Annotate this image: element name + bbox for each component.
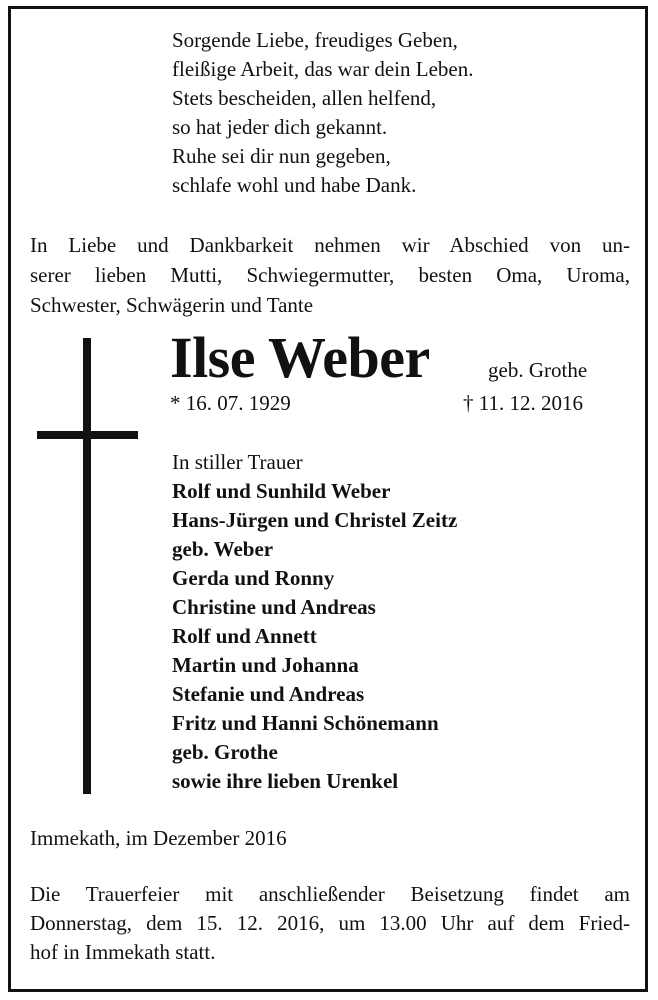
intro-line: In Liebe und Dankbarkeit nehmen wir Abschied von un- <box>30 233 630 257</box>
poem-line: Ruhe sei dir nun gegeben, <box>172 144 391 168</box>
maiden-name: geb. Grothe <box>488 358 588 382</box>
mourner-entry: Gerda und Ronny <box>172 566 335 590</box>
mourner-entry: Stefanie und Andreas <box>172 682 365 706</box>
poem-line: Sorgende Liebe, freudiges Geben, <box>172 28 458 52</box>
funeral-line: hof in Immekath statt. <box>30 940 216 964</box>
intro-line: Schwester, Schwägerin und Tante <box>30 293 314 317</box>
mourner-entry: Rolf und Sunhild Weber <box>172 479 391 503</box>
mourners-heading: In stiller Trauer <box>172 450 303 474</box>
mourner-entry: Rolf und Annett <box>172 624 317 648</box>
place-date: Immekath, im Dezember 2016 <box>30 826 287 850</box>
intro-text <box>30 230 630 320</box>
funeral-line: Die Trauerfeier mit anschließender Beisetzung findet am <box>30 882 630 906</box>
deceased-name: Ilse Weber <box>170 325 430 390</box>
poem <box>172 26 473 200</box>
death-date: † 11. 12. 2016 <box>463 391 583 415</box>
intro-line: serer lieben Mutti, Schwiegermutter, besten Oma, Uroma, <box>30 263 630 287</box>
birth-date: * 16. 07. 1929 <box>170 391 291 415</box>
mourner-entry: sowie ihre lieben Urenkel <box>172 769 399 793</box>
poem-line: fleißige Arbeit, das war dein Leben. <box>172 57 474 81</box>
funeral-info <box>30 880 630 967</box>
cross-icon <box>83 338 91 794</box>
poem-line: Stets bescheiden, allen helfend, <box>172 86 437 110</box>
mourner-entry: geb. Grothe <box>172 740 278 764</box>
mourner-entry: Fritz und Hanni Schönemann <box>172 711 439 735</box>
mourner-entry: geb. Weber <box>172 537 274 561</box>
mourners-list <box>172 448 457 796</box>
mourner-entry: Christine und Andreas <box>172 595 376 619</box>
funeral-line: Donnerstag, dem 15. 12. 2016, um 13.00 Uhr auf dem Fried- <box>30 911 630 935</box>
cross-icon-bar <box>37 431 138 439</box>
mourner-entry: Hans-Jürgen und Christel Zeitz <box>172 508 458 532</box>
poem-line: so hat jeder dich gekannt. <box>172 115 388 139</box>
poem-line: schlafe wohl und habe Dank. <box>172 173 417 197</box>
mourner-entry: Martin und Johanna <box>172 653 359 677</box>
